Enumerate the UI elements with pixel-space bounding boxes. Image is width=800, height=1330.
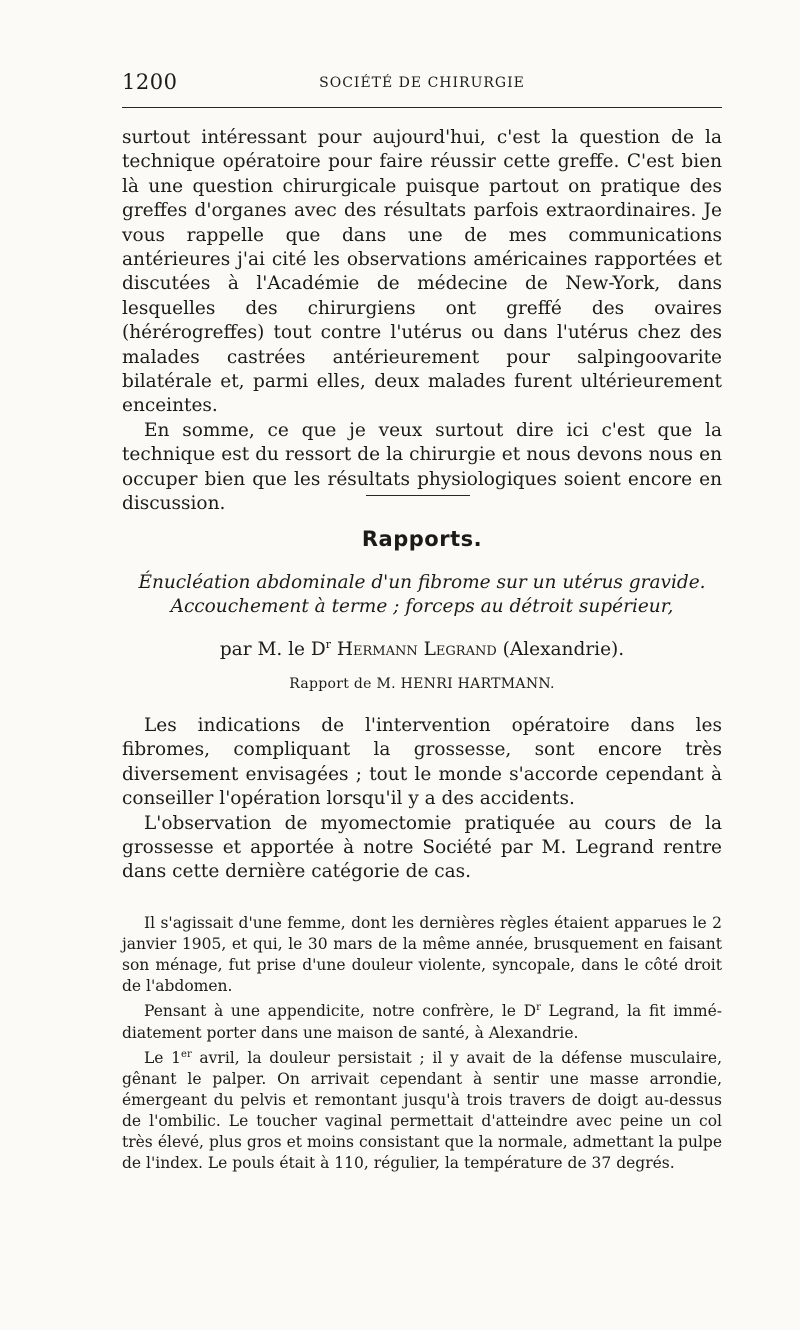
obs3-before: Le 1 <box>144 1048 182 1067</box>
observation-paragraph-2 <box>122 997 722 1043</box>
author-sup: r <box>325 638 331 651</box>
author-place: (Alexandrie). <box>502 639 625 661</box>
observation-paragraph-1: Il s'agissait d'une femme, dont les dernières règles étaient apparues le 2 janvier 1905, et qui, le 30 mars de la même année, brusquement en faisant son ménage, fut prise d'une douleur violente, syncopale, dans le côté droit de l'abdomen. <box>122 914 722 996</box>
intro-paragraph-1: surtout intéressant pour aujourd'hui, c'est la question de la technique opératoire pour faire réussir cette greffe. C'est bien là une question chirurgicale puisque partout on pratique des greffes d'organes avec des résultats parfois extraordinaires. Je vous rappelle que dans une de mes communications antérieures j'ai cité les observations américaines rapportées et discutées à l'Académie de médecine de New-York, dans lesquelles des chirurgiens ont greffé des ovaires (hérérogreffes) tout contre l'utérus ou dans l'utérus chez des malades castrées antérieurement pour salpingoovarite bilatérale et, parmi elles, deux malades furent ultérieurement enceintes. <box>122 127 722 417</box>
author-prefix: par M. le D <box>219 639 326 661</box>
report-paragraph-1: Les indications de l'intervention opératoire dans les fibromes, compliquant la grossesse, sont encore très diversement envisagées ; tout le monde s'accorde cependant à conseiller l'opération lorsqu'il y a des accidents. <box>122 715 722 810</box>
obs3-after: avril, la douleur persistait ; il y avait de la défense musculaire, gênant le palper. On arrivait cependant à sentir une masse arrondie, émergeant du pelvis et remontant jusqu'à trois travers de doigt au-dessus de l'ombilic. Le toucher vaginal permettait d'atteindre avec peine un col très élevé, plus gros et moins consistant que la normale, admettant la pulpe de l'index. Le pouls était à 110, régulier, la température de 37 degrés. <box>122 1048 722 1173</box>
section-divider <box>366 495 470 496</box>
header-rule <box>122 107 722 108</box>
observation-text <box>122 913 722 1174</box>
section-title: Rapports. <box>361 527 483 551</box>
report-paragraph-2: L'observation de myomectomie pratiquée au cours de la grossesse et apportée à notre Société par M. Legrand rentre dans cette dernière catégorie de cas. <box>122 812 722 883</box>
report-title: Énucléation abdominale d'un fibrome sur un utérus gravide. Accouchement à terme ; forceps au détroit supérieur, <box>138 572 706 617</box>
report-author <box>122 638 722 660</box>
running-head: SOCIÉTÉ DE CHIRURGIE <box>319 75 525 91</box>
intro-text <box>122 126 722 517</box>
author-name: Hermann Legrand <box>336 639 497 661</box>
observation-paragraph-3 <box>122 1044 722 1175</box>
rapporteur-line: Rapport de M. HENRI HARTMANN. <box>289 676 555 692</box>
obs3-sup: er <box>181 1048 192 1060</box>
obs2-sup: r <box>536 1002 541 1014</box>
intro-paragraph-2: En somme, ce que je veux surtout dire ici c'est que la technique est du ressort de la chirurgie et nous devons nous en occuper bien que les résultats physiologiques soient encore en discussion. <box>122 419 722 515</box>
report-text <box>122 714 722 885</box>
obs2-after: Legrand, la fit immédiatement porter dans une maison de santé, à Alexandrie. <box>122 1002 722 1042</box>
obs2-before: Pensant à une appendicite, notre confrère, le D <box>144 1002 537 1021</box>
page-number: 1200 <box>122 70 178 94</box>
page-header <box>122 66 722 96</box>
